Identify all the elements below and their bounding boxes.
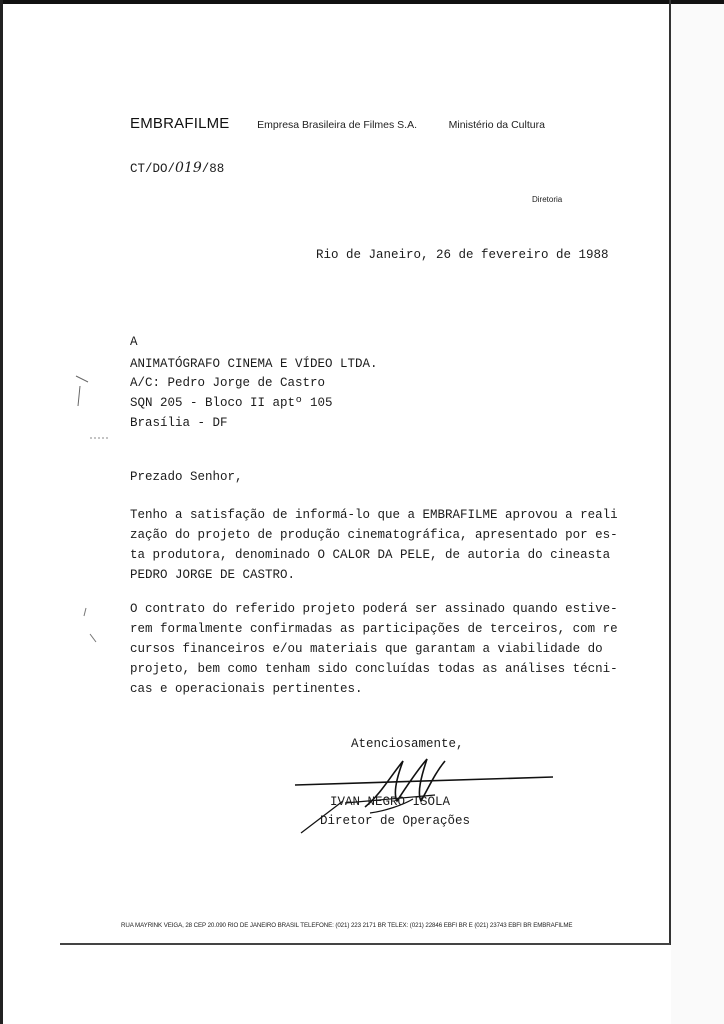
- addressee-line: A/C: Pedro Jorge de Castro: [130, 376, 326, 390]
- paragraph-line: Tenho a satisfação de informá-lo que a EMBRAFILME aprovou a reali: [130, 508, 618, 522]
- scan-speck: [88, 432, 112, 444]
- paragraph-line: projeto, bem como tenham sido concluídas todas as análises técni-: [130, 662, 618, 676]
- ministry-name: Ministério da Cultura: [448, 119, 545, 131]
- addressee-line: Brasília - DF: [130, 416, 228, 430]
- letterhead-footer: RUA MAYRINK VEIGA, 28 CEP 20.090 RIO DE JANEIRO BRASIL TELEFONE: (021) 223 2171 BR TELEX: (021) 22846 EBFI BR E (021) 23743 EBFI BR EMBRAFILME: [121, 922, 573, 929]
- scan-edge-bottom: [60, 943, 670, 945]
- reference-number: [130, 160, 224, 176]
- paragraph-line: ta produtora, denominado O CALOR DA PELE, de autoria do cineasta: [130, 548, 611, 562]
- company-name: Empresa Brasileira de Filmes S.A.: [257, 119, 418, 131]
- scan-speck: [80, 606, 100, 646]
- signer-title: Diretor de Operações: [320, 814, 471, 828]
- scan-margin: [671, 0, 724, 1024]
- paragraph-line: cursos financeiros e/ou materiais que garantam a viabilidade do: [130, 642, 603, 656]
- scan-edge-top: [0, 0, 724, 4]
- salutation: Prezado Senhor,: [130, 470, 243, 484]
- paragraph-line: rem formalmente confirmadas as participações de terceiros, com re: [130, 622, 618, 636]
- date-line: Rio de Janeiro, 26 de fevereiro de 1988: [316, 248, 609, 262]
- paragraph-line: cas e operacionais pertinentes.: [130, 682, 363, 696]
- reference-handwritten-number: 019: [175, 160, 202, 176]
- reference-prefix: CT/DO/: [130, 162, 176, 176]
- addressee-line: A: [130, 335, 138, 349]
- paragraph-line: zação do projeto de produção cinematográfica, apresentado por es-: [130, 528, 618, 542]
- reference-suffix: /88: [201, 162, 225, 176]
- closing: Atenciosamente,: [351, 737, 464, 751]
- paragraph-contract: [130, 599, 618, 699]
- paragraph-approval: [130, 505, 618, 585]
- department-label: Diretoria: [532, 195, 563, 204]
- paragraph-line: PEDRO JORGE DE CASTRO.: [130, 568, 296, 582]
- letterhead: [130, 115, 545, 133]
- scan-speck: [72, 372, 96, 412]
- signer-name: IVAN NEGRO ISOLA: [330, 795, 451, 809]
- paragraph-line: O contrato do referido projeto poderá ser assinado quando estive-: [130, 602, 618, 616]
- addressee-line: ANIMATÓGRAFO CINEMA E VÍDEO LTDA.: [130, 357, 378, 371]
- scan-edge-right: [669, 0, 671, 945]
- addressee-line: SQN 205 - Bloco II aptº 105: [130, 396, 333, 410]
- scan-edge-left: [0, 0, 3, 1024]
- brand-name: EMBRAFILME: [130, 115, 230, 132]
